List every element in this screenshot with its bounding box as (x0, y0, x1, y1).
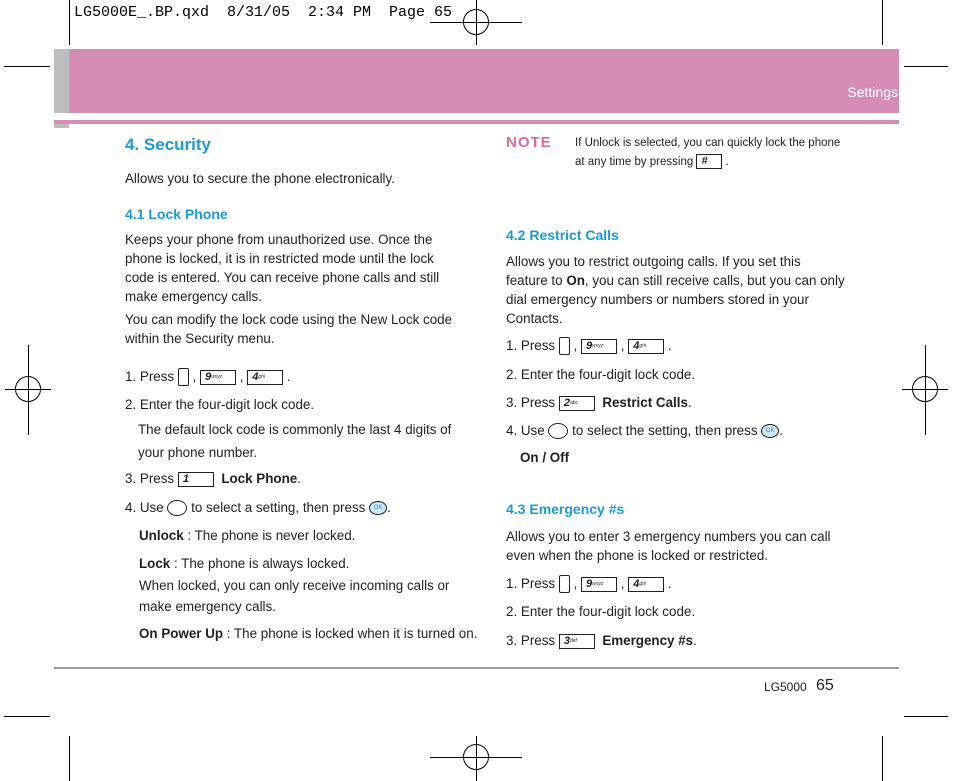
lock-step-1: 1. Press , $9^{wxyz}$ , $4^{ghi}$ . (125, 367, 291, 386)
option-power-up: On Power Up : The phone is locked when it is turned on. (139, 626, 478, 641)
crop-mark (882, 0, 883, 45)
option-lock: Lock : The phone is always locked. (139, 556, 350, 571)
key-2-icon: $2^{abc}$ (559, 396, 595, 411)
send-key-icon (559, 337, 570, 355)
note-text-line-2: at any time by pressing # . (575, 155, 729, 168)
emergency-step-3: 3. Press $3^{def}$ Emergency #s. (506, 633, 697, 648)
page-title: 4. Security (125, 135, 211, 154)
restrict-step-1: 1. Press , $9^{wxyz}$ , $4^{ghi}$ . (506, 336, 672, 355)
ok-key-icon: OK (369, 501, 387, 515)
crop-mark (4, 716, 50, 717)
footer-rule (54, 667, 899, 669)
header-rule (54, 120, 899, 124)
lock-phone-heading: 4.1 Lock Phone (125, 206, 228, 222)
footer-model: LG5000 (764, 680, 807, 694)
crop-mark (69, 736, 70, 781)
lock-step-3: 3. Press 1 Lock Phone. (125, 471, 301, 486)
note-label: NOTE (506, 134, 552, 151)
pound-key-icon: # (696, 154, 722, 169)
navigation-key-icon (167, 500, 187, 516)
restrict-step-3: 3. Press $2^{abc}$ Restrict Calls. (506, 395, 692, 410)
key-9-icon: $9^{wxyz}$ (581, 339, 617, 354)
crop-mark (4, 66, 50, 67)
emergency-step-1: 1. Press , $9^{wxyz}$ , $4^{ghi}$ . (506, 574, 672, 593)
emergency-paragraph: Allows you to enter 3 emergency numbers you can call even when the phone is locked or restricted. (506, 529, 831, 563)
crop-mark (904, 716, 948, 717)
key-4-icon: $4^{ghi}$ (628, 577, 664, 592)
send-key-icon (178, 368, 189, 386)
option-unlock: Unlock : The phone is never locked. (139, 528, 356, 543)
crop-mark (69, 0, 70, 45)
restrict-calls-heading: 4.2 Restrict Calls (506, 227, 619, 243)
restrict-calls-paragraph: Allows you to restrict outgoing calls. If you set this feature to On, you can still receive calls, but you can only dial emergency numbers or numbers stored in your Contacts. (506, 254, 845, 326)
note-text-line-1: If Unlock is selected, you can quickly lock the phone (575, 137, 841, 149)
section-label: Settings (847, 84, 898, 100)
key-9-icon: $9^{wxyz}$ (581, 577, 617, 592)
header-rule-grey (54, 124, 69, 128)
emergency-step-2: 2. Enter the four-digit lock code. (506, 604, 696, 619)
key-1-icon: 1 (178, 472, 214, 487)
ok-key-icon: OK (761, 424, 779, 438)
key-4-icon: $4^{ghi}$ (628, 339, 664, 354)
key-4-icon: $4^{ghi}$ (247, 370, 283, 385)
crop-mark (882, 736, 883, 781)
registration-circle (463, 9, 489, 35)
registration-circle (912, 376, 938, 402)
registration-circle (15, 376, 41, 402)
lock-phone-paragraph: Keeps your phone from unauthorized use. Once the phone is locked, it is in restricted mode until the lock code is entered. You can receive phone calls and still make emergency calls. (125, 232, 440, 304)
restrict-step-2: 2. Enter the four-digit lock code. (506, 367, 696, 382)
intro-text: Allows you to secure the phone electronically. (125, 171, 395, 186)
lock-step-2-note: The default lock code is commonly the last 4 digits of your phone number. (138, 422, 452, 460)
header-band (54, 49, 899, 113)
navigation-key-icon (548, 423, 568, 439)
registration-circle (463, 744, 489, 770)
key-9-icon: $9^{wxyz}$ (200, 370, 236, 385)
crop-mark (904, 66, 948, 67)
emergency-heading: 4.3 Emergency #s (506, 501, 625, 517)
option-lock-detail: When locked, you can only receive incoming calls or make emergency calls. (139, 578, 450, 614)
restrict-options: On / Off (520, 450, 570, 465)
send-key-icon (559, 575, 570, 593)
lock-phone-paragraph-2: You can modify the lock code using the New Lock code within the Security menu. (125, 312, 453, 346)
lock-step-2: 2. Enter the four-digit lock code. (125, 397, 315, 412)
header-grey-tab (54, 49, 69, 113)
key-3-icon: $3^{def}$ (559, 634, 595, 649)
lock-step-4: 4. Use to select a setting, then press OK . (125, 500, 391, 515)
restrict-step-4: 4. Use to select the setting, then press OK . (506, 423, 783, 438)
print-slug: LG5000E_.BP.qxd 8/31/05 2:34 PM Page 65 (74, 4, 453, 21)
page-number: 65 (816, 677, 834, 694)
